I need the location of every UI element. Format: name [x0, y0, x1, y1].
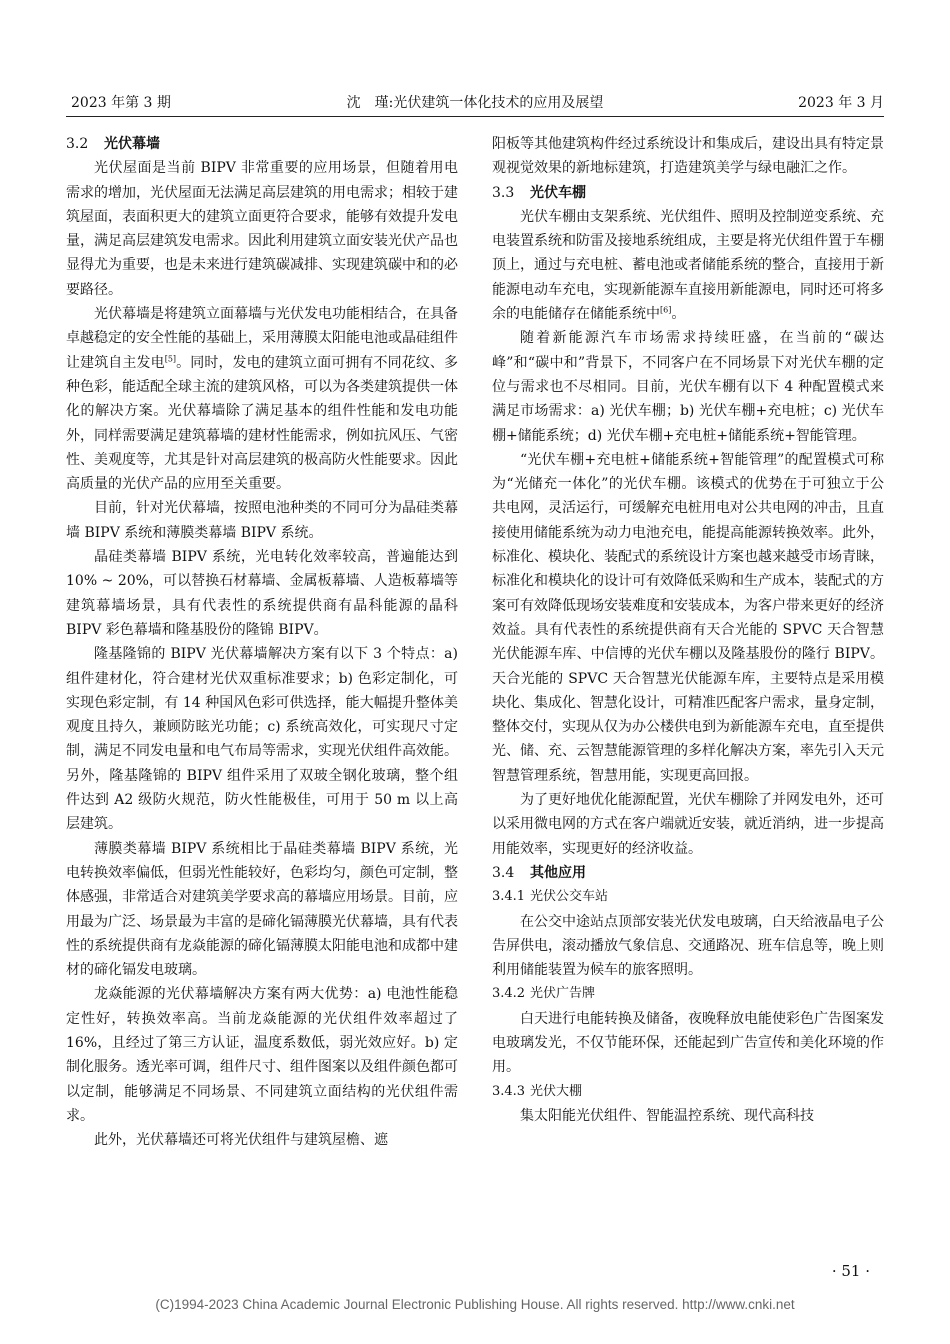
subsection-heading-3-4-2: 3.4.2 光伏广告牌 [492, 986, 596, 1002]
section-heading-3-3: 3.3 光伏车棚 [492, 184, 586, 201]
running-header-issue: 2023 年第 3 期 [71, 95, 171, 111]
copyright-notice: (C)1994-2023 China Academic Journal Electronic Publishing House. All rights reserved. http://www.cnki.net [155, 1297, 795, 1312]
citation-ref: [5] [164, 354, 177, 364]
header-rule [66, 116, 884, 117]
subsection-heading-3-4-1: 3.4.1 光伏公交车站 [492, 889, 609, 905]
paragraph: 白天进行电能转换及储备，夜晚释放电能使彩色广告图案发电玻璃发光，不仅节能环保，还能起到广告宣传和美化环境的作用。 [492, 1010, 884, 1076]
citation-ref: [6] [660, 305, 672, 315]
paragraph: 集太阳能光伏组件、智能温控系统、现代高科技 [520, 1107, 814, 1124]
paragraph: 光伏屋面是当前 BIPV 非常重要的应用场景，但随着用电需求的增加，光伏屋面无法满足高层建筑的用电需求；相较于建筑屋面，表面积更大的建筑立面更符合要求，能够有效提升发电量，满足高层建筑发电需求。因此利用建筑立面安装光伏产品也显得尤为重要，也是未来进行建筑碳减排、实现建筑碳中和的必要路径。 [66, 160, 458, 298]
running-header-date: 2023 年 3 月 [798, 95, 884, 111]
paragraph: 在公交中途站点顶部安装光伏发电玻璃，白天给液晶电子公告屏供电，滚动播放气象信息、交通路况、班车信息等，晚上则利用储能装置为候车的旅客照明。 [492, 913, 884, 979]
paragraph: 此外，光伏幕墙还可将光伏组件与建筑屋檐、遮 [94, 1132, 388, 1149]
paragraph: 光伏幕墙是将建筑立面幕墙与光伏发电功能相结合，在具备卓越稳定的安全性能的基础上，采用薄膜太阳能电池或晶硅组件让建筑自主发电[5]。同时，发电的建筑立面可拥有不同花纹、多种色彩，能适配全球主流的建筑风格，可以为各类建筑提供一体化的解决方案。光伏幕墙除了满足基本的组件性能和发电功能外，同样需要满足建筑幕墙的建材性能需求，例如抗风压、气密性、美观度等，尤其是针对高层建筑的极高防火性能要求。因此高质量的光伏产品的应用至关重要。 [66, 306, 459, 493]
paragraph: 光伏车棚由支架系统、光伏组件、照明及控制逆变系统、充电装置系统和防雷及接地系统组成，主要是将光伏组件置于车棚顶上，通过与充电桩、蓄电池或者储能系统的整合，直接用于新能源电动车充电，实现新能源车直接用新能源电，同时还可将多余的电能储存在储能系统中[6]。 [492, 208, 884, 323]
paragraph: 晶硅类幕墙 BIPV 系统，光电转化效率较高，普遍能达到 10% ~ 20%，可以替换石材幕墙、金属板幕墙、人造板幕墙等建筑幕墙场景，具有代表性的系统提供商有晶科能源的晶科 BIPV 彩色幕墙和隆基股份的隆锦 BIPV。 [66, 549, 458, 638]
right-column [492, 132, 884, 1128]
paragraph: 目前，针对光伏幕墙，按照电池种类的不同可分为晶硅类幕墙 BIPV 系统和薄膜类幕墙 BIPV 系统。 [66, 500, 458, 541]
paragraph: 为了更好地优化能源配置，光伏车棚除了并网发电外，还可以采用微电网的方式在客户端就近安装，就近消纳，进一步提高用能效率，实现更好的经济收益。 [492, 792, 884, 857]
paragraph: “光伏车棚+充电桩+储能系统+智能管理”的配置模式可称为“光储充一体化”的光伏车棚。该模式的优势在于可独立于公共电网，灵活运行，可缓解充电桩用电对公共电网的冲击，且直接使用储能系统为动力电池充电，能提高能源转换效率。此外，标准化、模块化、装配式的系统设计方案也越来越受市场青睐，标准化和模块化的设计可有效降低采购和生产成本，装配式的方案可有效降低现场安装难度和安装成本，为客户带来更好的经济效益。具有代表性的系统提供商有天合光能的 SPVC 天合智慧光伏能源车库、中信博的光伏车棚以及隆基股份的隆行 BIPV。天合光能的 SPVC 天合智慧光伏能源车库，主要特点是采用模块化、集成化、智慧化设计，可精准匹配客户需求，量身定制，整体交付，实现从仅为办公楼供电到为新能源车充电，直至提供光、储、充、云智慧能源管理的多样化解决方案，率先引入天元智慧管理系统，智慧用能，实现更高回报。 [492, 451, 884, 784]
subsection-heading-3-4-3: 3.4.3 光伏大棚 [492, 1083, 583, 1099]
page-number: · 51 · [831, 1262, 870, 1280]
paragraph: 随着新能源汽车市场需求持续旺盛，在当前的“碳达峰”和“碳中和”背景下，不同客户在不同场景下对光伏车棚的定位与需求也不尽相同。目前，光伏车棚有以下 4 种配置模式来满足市场需求：a) 光伏车棚；b) 光伏车棚+充电桩；c) 光伏车棚+储能系统；d) 光伏车棚+充电桩+储能系统+智能管理。 [492, 330, 884, 444]
paragraph-continued: 阳板等其他建筑构件经过系统设计和集成后，建设出具有特定景观视觉效果的新地标建筑，打造建筑美学与绿电融汇之作。 [492, 136, 884, 177]
paragraph: 薄膜类幕墙 BIPV 系统相比于晶硅类幕墙 BIPV 系统，光电转换效率偏低，但弱光性能较好，色彩均匀，颜色可定制，整体感强，非常适合对建筑美学要求高的幕墙应用场景。目前，应用最为广泛、场景最为丰富的是碲化镉薄膜光伏幕墙，具有代表性的系统提供商有龙焱能源的碲化镉薄膜太阳能电池和成都中建材的碲化镉发电玻璃。 [66, 840, 458, 979]
section-heading-3-2: 3.2 光伏幕墙 [66, 136, 160, 152]
running-header-title: 沈 瑾:光伏建筑一体化技术的应用及展望 [346, 95, 604, 111]
left-column [66, 132, 458, 1152]
section-heading-3-4: 3.4 其他应用 [492, 864, 586, 881]
paragraph: 龙焱能源的光伏幕墙解决方案有两大优势：a) 电池性能稳定性好，转换效率高。当前龙焱能源的光伏组件效率超过了 16%，且经过了第三方认证，温度系数低，弱光效应好。b) 定制化服务。透光率可调，组件尺寸、组件图案以及组件颜色都可以定制，能够满足不同场景、不同建筑立面结构的光伏组件需求。 [66, 986, 458, 1124]
paragraph: 隆基隆锦的 BIPV 光伏幕墙解决方案有以下 3 个特点：a) 组件建材化，符合建材光伏双重标准要求；b) 色彩定制化，可实现色彩定制，有 14 种国风色彩可供选择，能大幅提升整体美观度且持久，兼顾防眩光功能；c) 系统高效化，可实现尺寸定制，满足不同发电量和电气布局等需求，实现光伏组件高效能。另外，隆基隆锦的 BIPV 组件采用了双玻全钢化玻璃，整个组件达到 A2 级防火规范，防火性能极佳，可用于 50 m 以上高层建筑。 [66, 646, 458, 833]
